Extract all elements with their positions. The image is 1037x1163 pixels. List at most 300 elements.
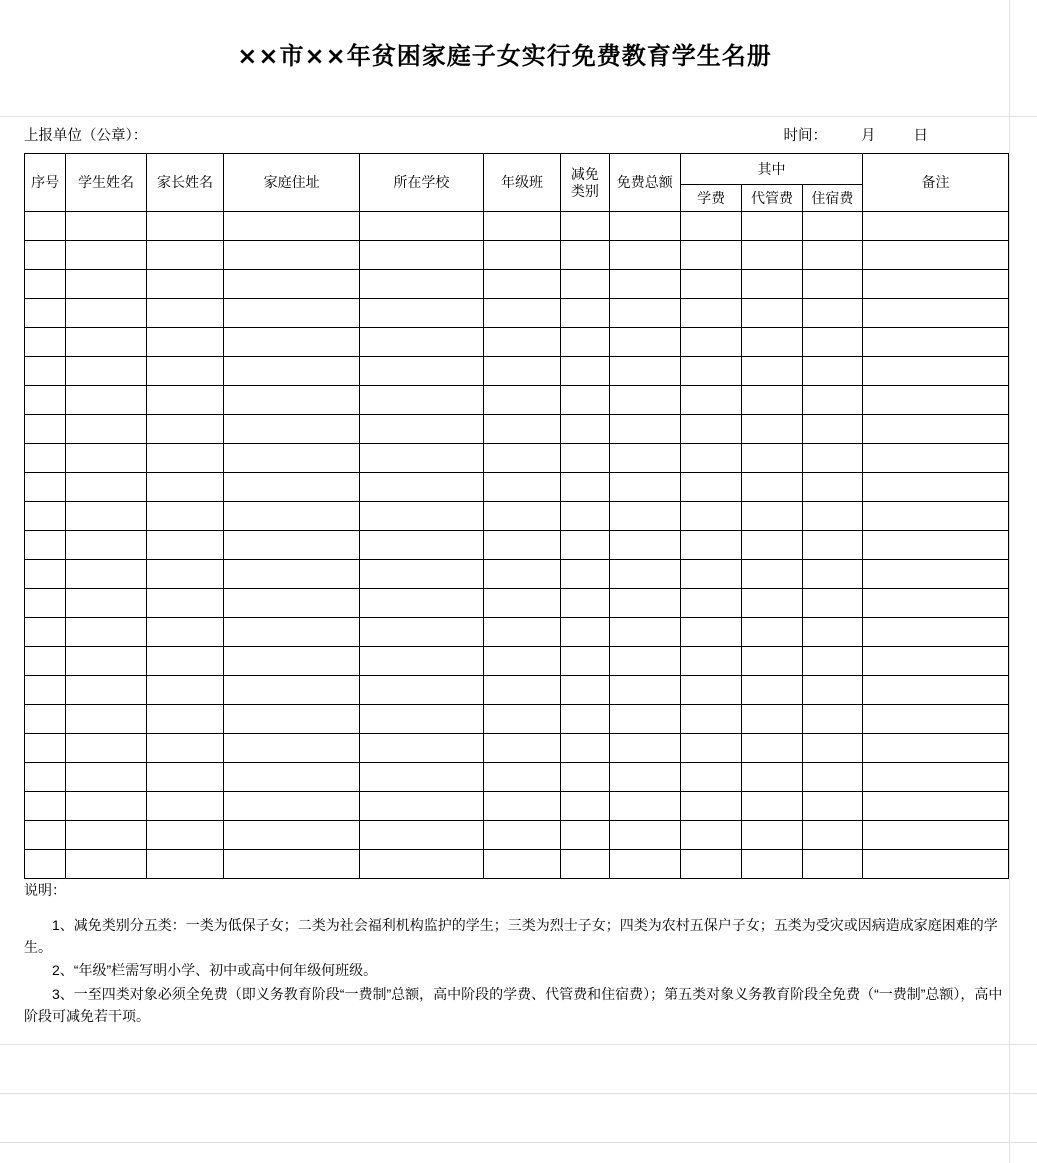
table-cell[interactable] [224,560,360,589]
table-row [25,705,1009,734]
table-cell[interactable] [742,763,802,792]
table-cell[interactable] [802,212,862,241]
table-cell[interactable] [863,502,1009,531]
table-cell[interactable] [561,473,609,502]
table-cell[interactable] [680,705,741,734]
table-cell[interactable] [146,415,223,444]
table-cell[interactable] [483,560,560,589]
table-cell[interactable] [224,473,360,502]
table-cell[interactable] [561,270,609,299]
table-cell[interactable] [25,763,66,792]
table-cell[interactable] [742,589,802,618]
table-cell[interactable] [146,328,223,357]
table-cell[interactable] [609,270,680,299]
notes-title: 说明： [24,882,66,898]
table-cell[interactable] [483,212,560,241]
table-cell[interactable] [360,560,484,589]
table-cell[interactable] [863,647,1009,676]
table-cell[interactable] [863,763,1009,792]
table-row [25,734,1009,763]
table-cell[interactable] [680,734,741,763]
table-cell[interactable] [25,589,66,618]
table-cell[interactable] [680,560,741,589]
table-cell[interactable] [224,502,360,531]
table-cell[interactable] [483,589,560,618]
table-cell[interactable] [146,734,223,763]
table-cell[interactable] [802,328,862,357]
table-cell[interactable] [680,415,741,444]
table-cell[interactable] [680,618,741,647]
table-cell[interactable] [483,763,560,792]
table-cell[interactable] [742,502,802,531]
table-cell[interactable] [360,386,484,415]
table-cell[interactable] [224,647,360,676]
table-cell[interactable] [561,415,609,444]
table-cell[interactable] [483,705,560,734]
table-cell[interactable] [802,560,862,589]
table-cell[interactable] [802,473,862,502]
table-cell[interactable] [360,502,484,531]
table-cell[interactable] [680,357,741,386]
table-cell[interactable] [66,415,146,444]
table-cell[interactable] [25,502,66,531]
table-cell[interactable] [802,386,862,415]
table-cell[interactable] [680,821,741,850]
table-cell[interactable] [25,473,66,502]
table-cell[interactable] [609,328,680,357]
table-cell[interactable] [561,357,609,386]
table-cell[interactable] [146,299,223,328]
table-cell[interactable] [224,734,360,763]
table-cell[interactable] [561,502,609,531]
table-cell[interactable] [483,618,560,647]
table-cell[interactable] [146,502,223,531]
table-cell[interactable] [802,676,862,705]
table-cell[interactable] [863,531,1009,560]
column-header-seq: 序号 [25,154,66,212]
table-cell[interactable] [224,850,360,879]
table-cell[interactable] [561,241,609,270]
table-cell[interactable] [742,531,802,560]
table-cell[interactable] [863,328,1009,357]
table-cell[interactable] [360,473,484,502]
table-cell[interactable] [802,299,862,328]
table-cell[interactable] [680,241,741,270]
table-cell[interactable] [224,270,360,299]
table-cell[interactable] [25,821,66,850]
table-cell[interactable] [66,241,146,270]
table-cell[interactable] [561,850,609,879]
table-cell[interactable] [25,357,66,386]
table-cell[interactable] [609,299,680,328]
table-cell[interactable] [25,212,66,241]
table-cell[interactable] [66,444,146,473]
table-cell[interactable] [224,821,360,850]
table-cell[interactable] [863,850,1009,879]
table-cell[interactable] [66,850,146,879]
table-cell[interactable] [742,386,802,415]
table-cell[interactable] [802,357,862,386]
table-cell[interactable] [561,328,609,357]
table-cell[interactable] [609,415,680,444]
table-cell[interactable] [66,212,146,241]
sheet-gridline-horizontal [0,116,1037,117]
table-cell[interactable] [25,299,66,328]
table-cell[interactable] [802,792,862,821]
table-cell[interactable] [609,618,680,647]
table-cell[interactable] [483,473,560,502]
table-cell[interactable] [742,821,802,850]
table-cell[interactable] [360,763,484,792]
note-item: 2、“年级”栏需写明小学、初中或高中何年级何班级。 [52,962,378,979]
table-row [25,589,1009,618]
table-cell[interactable] [680,589,741,618]
table-cell[interactable] [863,560,1009,589]
table-cell[interactable] [742,270,802,299]
page-title: ××市××年贫困家庭子女实行免费教育学生名册 [237,42,772,70]
table-cell[interactable] [742,850,802,879]
table-cell[interactable] [742,792,802,821]
table-row [25,502,1009,531]
table-cell[interactable] [483,270,560,299]
column-header-accommodation-fee: 住宿费 [802,185,862,212]
table-cell[interactable] [224,386,360,415]
table-cell[interactable] [25,676,66,705]
table-cell[interactable] [863,270,1009,299]
table-cell[interactable] [224,299,360,328]
table-cell[interactable] [224,241,360,270]
table-cell[interactable] [680,386,741,415]
table-cell[interactable] [146,386,223,415]
table-cell[interactable] [863,212,1009,241]
table-cell[interactable] [609,560,680,589]
table-cell[interactable] [609,386,680,415]
table-cell[interactable] [742,444,802,473]
table-cell[interactable] [561,589,609,618]
table-cell[interactable] [609,444,680,473]
table-cell[interactable] [25,618,66,647]
table-cell[interactable] [742,705,802,734]
table-cell[interactable] [224,444,360,473]
table-cell[interactable] [66,618,146,647]
table-cell[interactable] [609,734,680,763]
table-cell[interactable] [483,734,560,763]
table-cell[interactable] [224,328,360,357]
table-cell[interactable] [561,531,609,560]
table-cell[interactable] [146,676,223,705]
table-cell[interactable] [483,647,560,676]
table-cell[interactable] [802,270,862,299]
table-cell[interactable] [609,502,680,531]
table-cell[interactable] [609,241,680,270]
table-cell[interactable] [146,241,223,270]
table-cell[interactable] [863,676,1009,705]
table-cell[interactable] [680,473,741,502]
table-cell[interactable] [360,444,484,473]
table-cell[interactable] [802,647,862,676]
table-cell[interactable] [360,850,484,879]
table-cell[interactable] [863,415,1009,444]
table-cell[interactable] [609,531,680,560]
table-cell[interactable] [66,299,146,328]
table-cell[interactable] [360,531,484,560]
table-cell[interactable] [146,618,223,647]
table-cell[interactable] [742,328,802,357]
table-cell[interactable] [360,328,484,357]
table-cell[interactable] [609,357,680,386]
table-cell[interactable] [680,531,741,560]
table-cell[interactable] [66,531,146,560]
table-cell[interactable] [561,705,609,734]
table-cell[interactable] [224,531,360,560]
table-cell[interactable] [561,618,609,647]
table-row [25,821,1009,850]
table-cell[interactable] [483,531,560,560]
table-cell[interactable] [146,792,223,821]
table-cell[interactable] [742,357,802,386]
table-cell[interactable] [66,357,146,386]
table-cell[interactable] [66,647,146,676]
table-cell[interactable] [742,560,802,589]
table-cell[interactable] [742,618,802,647]
table-cell[interactable] [680,763,741,792]
table-cell[interactable] [802,850,862,879]
table-cell[interactable] [483,357,560,386]
table-cell[interactable] [146,531,223,560]
table-cell[interactable] [863,618,1009,647]
table-cell[interactable] [609,473,680,502]
table-cell[interactable] [863,473,1009,502]
table-cell[interactable] [483,850,560,879]
table-cell[interactable] [66,386,146,415]
table-cell[interactable] [25,531,66,560]
table-cell[interactable] [863,357,1009,386]
table-cell[interactable] [360,676,484,705]
table-cell[interactable] [146,821,223,850]
table-cell[interactable] [863,821,1009,850]
table-cell[interactable] [483,821,560,850]
table-cell[interactable] [802,821,862,850]
table-cell[interactable] [360,357,484,386]
table-cell[interactable] [680,212,741,241]
column-header-home-address: 家庭住址 [224,154,360,212]
table-cell[interactable] [680,502,741,531]
table-cell[interactable] [146,270,223,299]
table-cell[interactable] [66,734,146,763]
table-cell[interactable] [360,241,484,270]
table-cell[interactable] [561,792,609,821]
day-label: 日 [913,128,928,144]
table-cell[interactable] [360,618,484,647]
table-cell[interactable] [360,734,484,763]
table-cell[interactable] [360,821,484,850]
table-cell[interactable] [609,821,680,850]
table-cell[interactable] [561,212,609,241]
table-cell[interactable] [25,444,66,473]
table-cell[interactable] [224,618,360,647]
sheet-gridline-horizontal [0,1142,1037,1143]
table-cell[interactable] [609,676,680,705]
table-cell[interactable] [483,241,560,270]
table-cell[interactable] [66,821,146,850]
table-cell[interactable] [802,241,862,270]
column-header-remarks: 备注 [863,154,1009,212]
table-cell[interactable] [25,850,66,879]
table-cell[interactable] [224,676,360,705]
date-field-group [784,124,929,145]
table-cell[interactable] [25,734,66,763]
table-cell[interactable] [680,647,741,676]
table-cell[interactable] [802,415,862,444]
table-cell[interactable] [742,473,802,502]
table-cell[interactable] [224,415,360,444]
table-cell[interactable] [483,386,560,415]
column-header-grade-class: 年级班 [483,154,560,212]
reduction-type-line-2: 类别 [570,182,599,199]
table-cell[interactable] [561,734,609,763]
table-cell[interactable] [742,415,802,444]
table-cell[interactable] [802,618,862,647]
table-cell[interactable] [863,444,1009,473]
table-cell[interactable] [66,763,146,792]
table-cell[interactable] [360,415,484,444]
table-cell[interactable] [742,241,802,270]
table-cell[interactable] [360,647,484,676]
table-cell[interactable] [802,734,862,763]
table-cell[interactable] [25,705,66,734]
table-row [25,763,1009,792]
table-cell[interactable] [561,647,609,676]
table-cell[interactable] [483,415,560,444]
table-cell[interactable] [863,386,1009,415]
table-cell[interactable] [863,299,1009,328]
table-cell[interactable] [224,589,360,618]
table-cell[interactable] [742,676,802,705]
sheet-gridline-vertical [1009,0,1010,1163]
table-cell[interactable] [25,647,66,676]
table-cell[interactable] [146,647,223,676]
table-cell[interactable] [146,589,223,618]
table-cell[interactable] [360,705,484,734]
table-cell[interactable] [483,444,560,473]
table-cell[interactable] [863,734,1009,763]
table-cell[interactable] [146,850,223,879]
table-cell[interactable] [483,676,560,705]
table-cell[interactable] [146,473,223,502]
table-cell[interactable] [66,792,146,821]
table-cell[interactable] [25,328,66,357]
table-cell[interactable] [25,415,66,444]
table-cell[interactable] [742,212,802,241]
table-cell[interactable] [742,299,802,328]
table-cell[interactable] [680,676,741,705]
table-cell[interactable] [483,299,560,328]
note-item: 3、一至四类对象必须全免费（即义务教育阶段“一费制”总额，高中阶段的学费、代管费和住宿费）；第五类对象义务教育阶段全免费（“一费制”总额），高中阶段可减免若干项。 [24,986,1003,1024]
table-cell[interactable] [483,502,560,531]
table-cell[interactable] [360,270,484,299]
table-cell[interactable] [561,763,609,792]
table-cell[interactable] [609,589,680,618]
table-cell[interactable] [25,241,66,270]
table-cell[interactable] [561,676,609,705]
table-cell[interactable] [360,299,484,328]
table-cell[interactable] [863,705,1009,734]
table-cell[interactable] [483,792,560,821]
time-label: 时间： [783,128,827,144]
table-cell[interactable] [863,241,1009,270]
table-cell[interactable] [360,792,484,821]
table-cell[interactable] [561,821,609,850]
table-cell[interactable] [680,328,741,357]
table-cell[interactable] [680,270,741,299]
table-cell[interactable] [224,357,360,386]
table-cell[interactable] [802,589,862,618]
table-cell[interactable] [224,792,360,821]
table-cell[interactable] [66,502,146,531]
table-cell[interactable] [609,792,680,821]
table-cell[interactable] [25,270,66,299]
table-cell[interactable] [146,560,223,589]
table-cell[interactable] [680,850,741,879]
table-cell[interactable] [66,473,146,502]
table-cell[interactable] [680,792,741,821]
table-cell[interactable] [66,270,146,299]
table-cell[interactable] [224,763,360,792]
table-row [25,270,1009,299]
table-cell[interactable] [146,212,223,241]
table-cell[interactable] [561,386,609,415]
table-cell[interactable] [224,705,360,734]
table-cell[interactable] [802,531,862,560]
table-cell[interactable] [561,444,609,473]
table-cell[interactable] [66,589,146,618]
table-cell[interactable] [146,444,223,473]
table-cell[interactable] [224,212,360,241]
table-cell[interactable] [802,763,862,792]
table-cell[interactable] [146,357,223,386]
table-cell[interactable] [863,792,1009,821]
table-cell[interactable] [742,734,802,763]
table-cell[interactable] [863,589,1009,618]
table-cell[interactable] [25,560,66,589]
table-cell[interactable] [66,705,146,734]
table-cell[interactable] [66,676,146,705]
table-cell[interactable] [25,386,66,415]
table-cell[interactable] [680,444,741,473]
table-cell[interactable] [609,705,680,734]
table-cell[interactable] [25,792,66,821]
table-cell[interactable] [609,850,680,879]
table-cell[interactable] [146,705,223,734]
table-cell[interactable] [360,589,484,618]
table-cell[interactable] [66,560,146,589]
table-cell[interactable] [146,763,223,792]
table-cell[interactable] [609,763,680,792]
table-cell[interactable] [561,299,609,328]
student-roster-table [24,153,1009,879]
table-cell[interactable] [360,212,484,241]
table-cell[interactable] [802,502,862,531]
table-cell[interactable] [483,328,560,357]
table-cell[interactable] [742,647,802,676]
table-cell[interactable] [561,560,609,589]
table-cell[interactable] [802,444,862,473]
table-cell[interactable] [680,299,741,328]
table-cell[interactable] [802,705,862,734]
table-cell[interactable] [609,212,680,241]
table-cell[interactable] [609,647,680,676]
table-cell[interactable] [66,328,146,357]
